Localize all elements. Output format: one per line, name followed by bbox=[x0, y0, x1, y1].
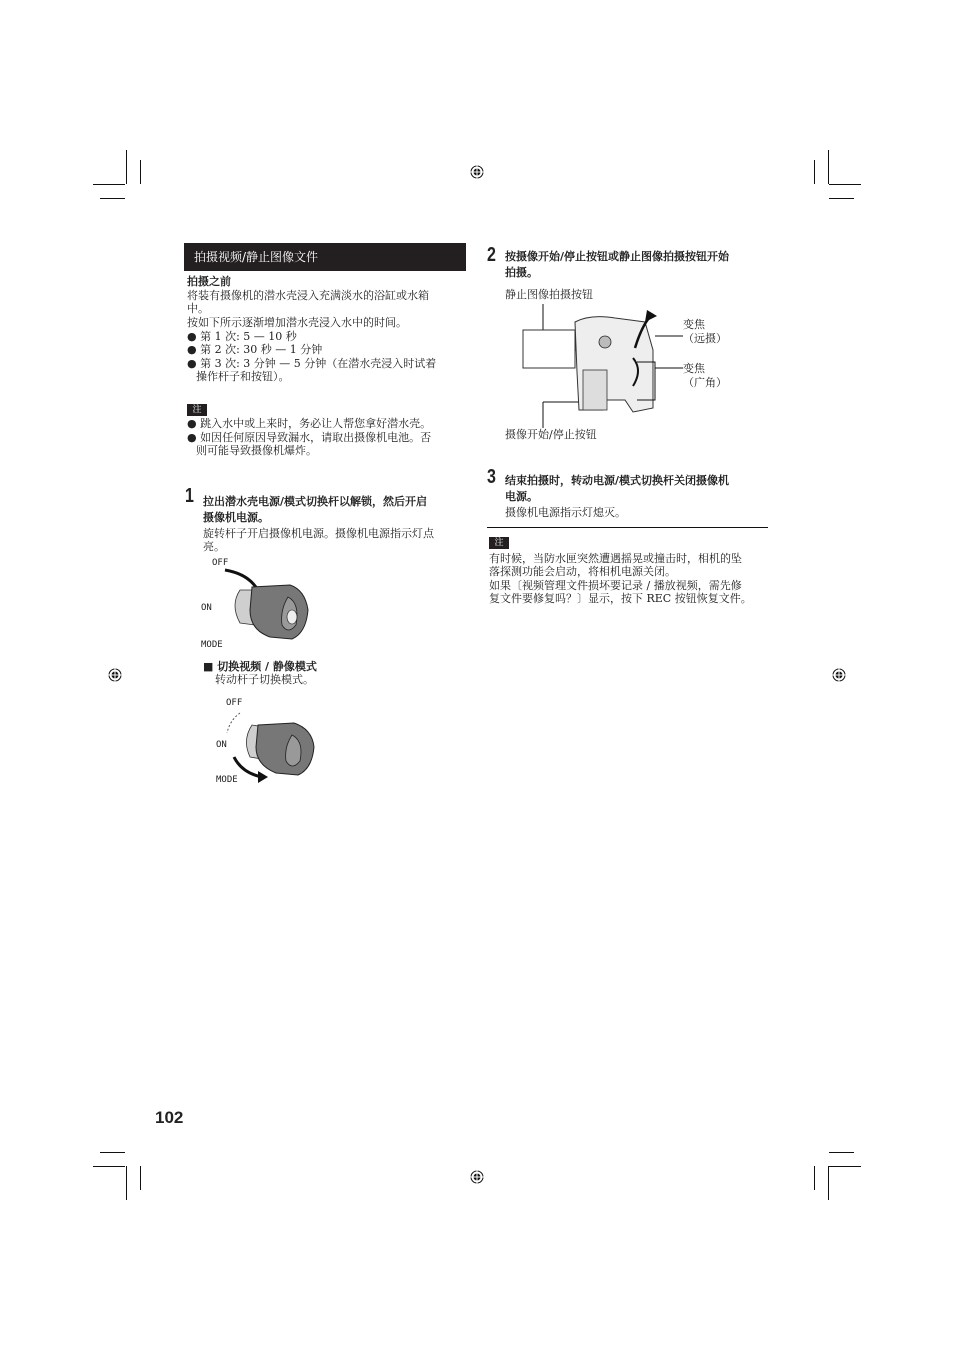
step-number: 1 bbox=[185, 485, 194, 507]
fig-label-mode: MODE bbox=[201, 640, 223, 650]
note-tag: 注 bbox=[187, 404, 207, 416]
before-line: 中。 bbox=[187, 302, 209, 315]
note-text: 如果〔视频管理文件损坏要记录 / 播放视频，需先修 bbox=[489, 579, 742, 592]
divider bbox=[487, 527, 768, 528]
crop-mark bbox=[140, 1166, 141, 1190]
step-title: 摄像机电源。 bbox=[203, 511, 269, 524]
crop-mark bbox=[829, 1166, 861, 1167]
fig-label-off: OFF bbox=[212, 558, 229, 568]
crop-mark bbox=[93, 184, 125, 185]
note-text: 落探测功能会启动，将相机电源关闭。 bbox=[489, 565, 676, 578]
note-text: 有时候，当防水匣突然遭遇摇晃或撞击时，相机的坠 bbox=[489, 552, 742, 565]
sub-title: ■ 切换视频 / 静像模式 bbox=[203, 660, 317, 673]
label-still-button: 静止图像拍摄按钮 bbox=[505, 288, 593, 301]
camera-housing-illustration bbox=[505, 300, 685, 430]
step-title: 电源。 bbox=[505, 490, 538, 503]
note-text: 如因任何原因导致漏水，请取出摄像机电池。否 bbox=[200, 431, 432, 444]
note-item: ● 跳入水中或上来时，务必让人帮您拿好潜水壳。 bbox=[187, 417, 432, 430]
label-zoom-tele: （远摄） bbox=[683, 332, 727, 345]
before-line: 按如下所示逐渐增加潜水壳浸入水中的时间。 bbox=[187, 316, 407, 329]
before-title: 拍摄之前 bbox=[187, 275, 231, 288]
fig-label-mode: MODE bbox=[216, 775, 238, 785]
crop-mark bbox=[93, 1166, 125, 1167]
note-text: 复文件要修复吗？〕显示，按下 REC 按钮恢复文件。 bbox=[489, 592, 752, 605]
bullet-text: 第 2 次: 30 秒 — 1 分钟 bbox=[200, 343, 323, 356]
step-number: 3 bbox=[487, 466, 496, 488]
fig-label-off: OFF bbox=[226, 698, 243, 708]
crop-mark bbox=[829, 198, 854, 199]
crop-mark bbox=[814, 160, 815, 184]
label-zoom-tele: 变焦 bbox=[683, 318, 705, 331]
page-number: 102 bbox=[155, 1108, 184, 1127]
crop-mark bbox=[829, 184, 861, 185]
step-title: 按摄像开始/停止按钮或静止图像拍摄按钮开始 bbox=[505, 250, 730, 263]
label-zoom-wide: 变焦 bbox=[683, 362, 705, 375]
section-header: 拍摄视频/静止图像文件 bbox=[184, 243, 466, 271]
registration-mark-icon bbox=[108, 668, 122, 682]
step-desc: 亮。 bbox=[203, 540, 225, 553]
crop-mark bbox=[829, 1152, 854, 1153]
step-desc: 旋转杆子开启摄像机电源。摄像机电源指示灯点 bbox=[203, 527, 434, 540]
bullet-item: ● 第 2 次: 30 秒 — 1 分钟 bbox=[187, 343, 323, 356]
bullet-text: 第 3 次: 3 分钟 — 5 分钟（在潜水壳浸入时试着 bbox=[200, 357, 437, 370]
crop-mark bbox=[126, 1166, 127, 1200]
crop-mark bbox=[828, 1166, 829, 1200]
step-desc: 摄像机电源指示灯熄灭。 bbox=[505, 506, 626, 519]
crop-mark bbox=[100, 198, 125, 199]
registration-mark-icon bbox=[470, 1170, 484, 1184]
before-line: 将装有摄像机的潜水壳浸入充满淡水的浴缸或水箱 bbox=[187, 289, 429, 302]
step-title: 拍摄。 bbox=[505, 266, 538, 279]
note-item: ● 如因任何原因导致漏水，请取出摄像机电池。否 bbox=[187, 431, 432, 444]
crop-mark bbox=[828, 150, 829, 184]
note-tag: 注 bbox=[489, 537, 509, 549]
bullet-text: 第 1 次: 5 — 10 秒 bbox=[200, 330, 297, 343]
crop-mark bbox=[140, 160, 141, 184]
crop-mark bbox=[126, 150, 127, 184]
step-number: 2 bbox=[487, 244, 496, 266]
fig-label-on: ON bbox=[216, 740, 227, 750]
crop-mark bbox=[814, 1166, 815, 1190]
bullet-item: ● 第 3 次: 3 分钟 — 5 分钟（在潜水壳浸入时试着 bbox=[187, 357, 437, 370]
registration-mark-icon bbox=[470, 165, 484, 179]
crop-mark bbox=[100, 1152, 125, 1153]
fig-label-on: ON bbox=[201, 603, 212, 613]
step-title: 结束拍摄时，转动电源/模式切换杆关闭摄像机 bbox=[505, 474, 730, 487]
sub-desc: 转动杆子切换模式。 bbox=[215, 673, 314, 686]
step-title: 拉出潜水壳电源/模式切换杆以解锁，然后开启 bbox=[203, 495, 428, 508]
note-text: 跳入水中或上来时，务必让人帮您拿好潜水壳。 bbox=[200, 417, 432, 430]
label-rec-button: 摄像开始/停止按钮 bbox=[505, 428, 597, 441]
label-zoom-wide: （广角） bbox=[683, 376, 727, 389]
lever-illustration bbox=[200, 555, 330, 650]
registration-mark-icon bbox=[832, 668, 846, 682]
note-text: 则可能导致摄像机爆炸。 bbox=[196, 444, 317, 457]
bullet-item: ● 第 1 次: 5 — 10 秒 bbox=[187, 330, 297, 343]
bullet-text: 操作杆子和按钮）。 bbox=[196, 370, 290, 383]
